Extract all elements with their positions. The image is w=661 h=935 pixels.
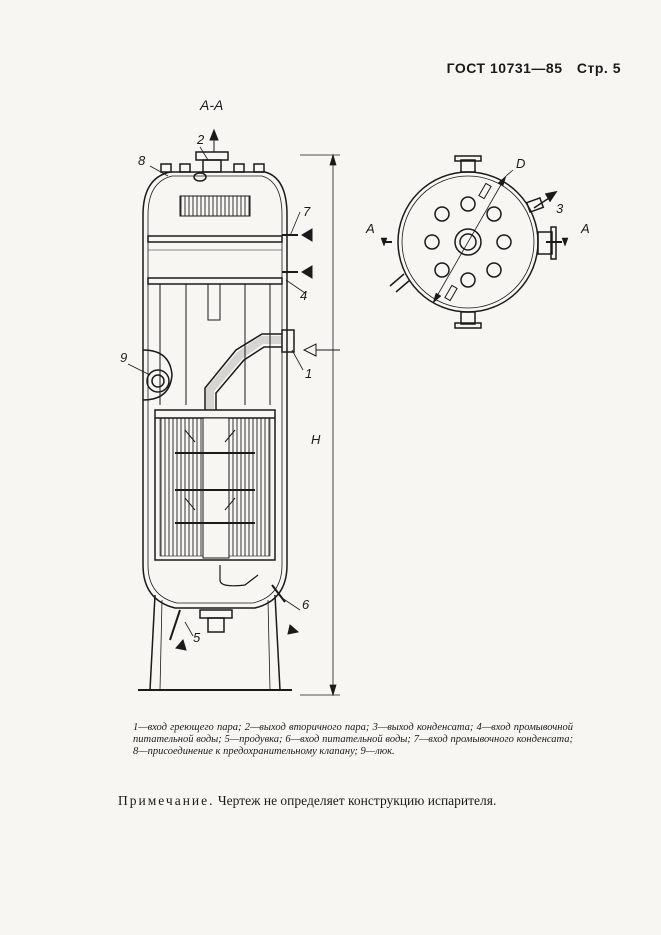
vessel-side-view [138, 152, 298, 690]
callout-5: 5 [193, 630, 201, 645]
page-number: Стр. 5 [576, 60, 621, 76]
figure-legend [133, 722, 573, 758]
callout-7: 7 [303, 204, 311, 219]
diameter-label: D [516, 156, 526, 171]
legend-item: 2—выход вторичного пара; [244, 722, 370, 733]
note-text: Чертеж не определяет конструкцию испарителя. [217, 793, 497, 808]
legend-item: 5—продувка; [224, 734, 283, 745]
condensate-arrow [534, 192, 556, 208]
drawing-note [118, 793, 496, 809]
callout-8: 8 [138, 153, 146, 168]
callout-4: 4 [300, 288, 308, 303]
callout-6: 6 [302, 597, 310, 612]
height-label: H [311, 432, 321, 447]
legend-item: 9—люк. [360, 746, 395, 757]
legend-item: 6—вход питательной воды; [285, 734, 411, 745]
legend-item: 1—вход греющего пара; [133, 722, 242, 733]
section-title: А-А [200, 97, 224, 113]
section-view [381, 156, 568, 328]
legend-item: 3—выход конденсата; [372, 722, 474, 733]
callout-1: 1 [305, 366, 313, 381]
callout-2: 2 [197, 132, 205, 147]
callout-9: 9 [120, 350, 128, 365]
section-mark-left: А [366, 221, 375, 236]
legend-item: 8—присоединение к предохранительному клапану; [133, 746, 358, 757]
standard-number: ГОСТ 10731—85 [446, 60, 563, 76]
legend-item: 7—вход промывочного конденсата; [413, 734, 573, 745]
callout-3: 3 [556, 201, 564, 216]
legend-item: 4—вход промывочной питательной воды; [133, 722, 574, 745]
section-mark-right: А [581, 221, 590, 236]
note-label: Примечание. [118, 793, 215, 808]
